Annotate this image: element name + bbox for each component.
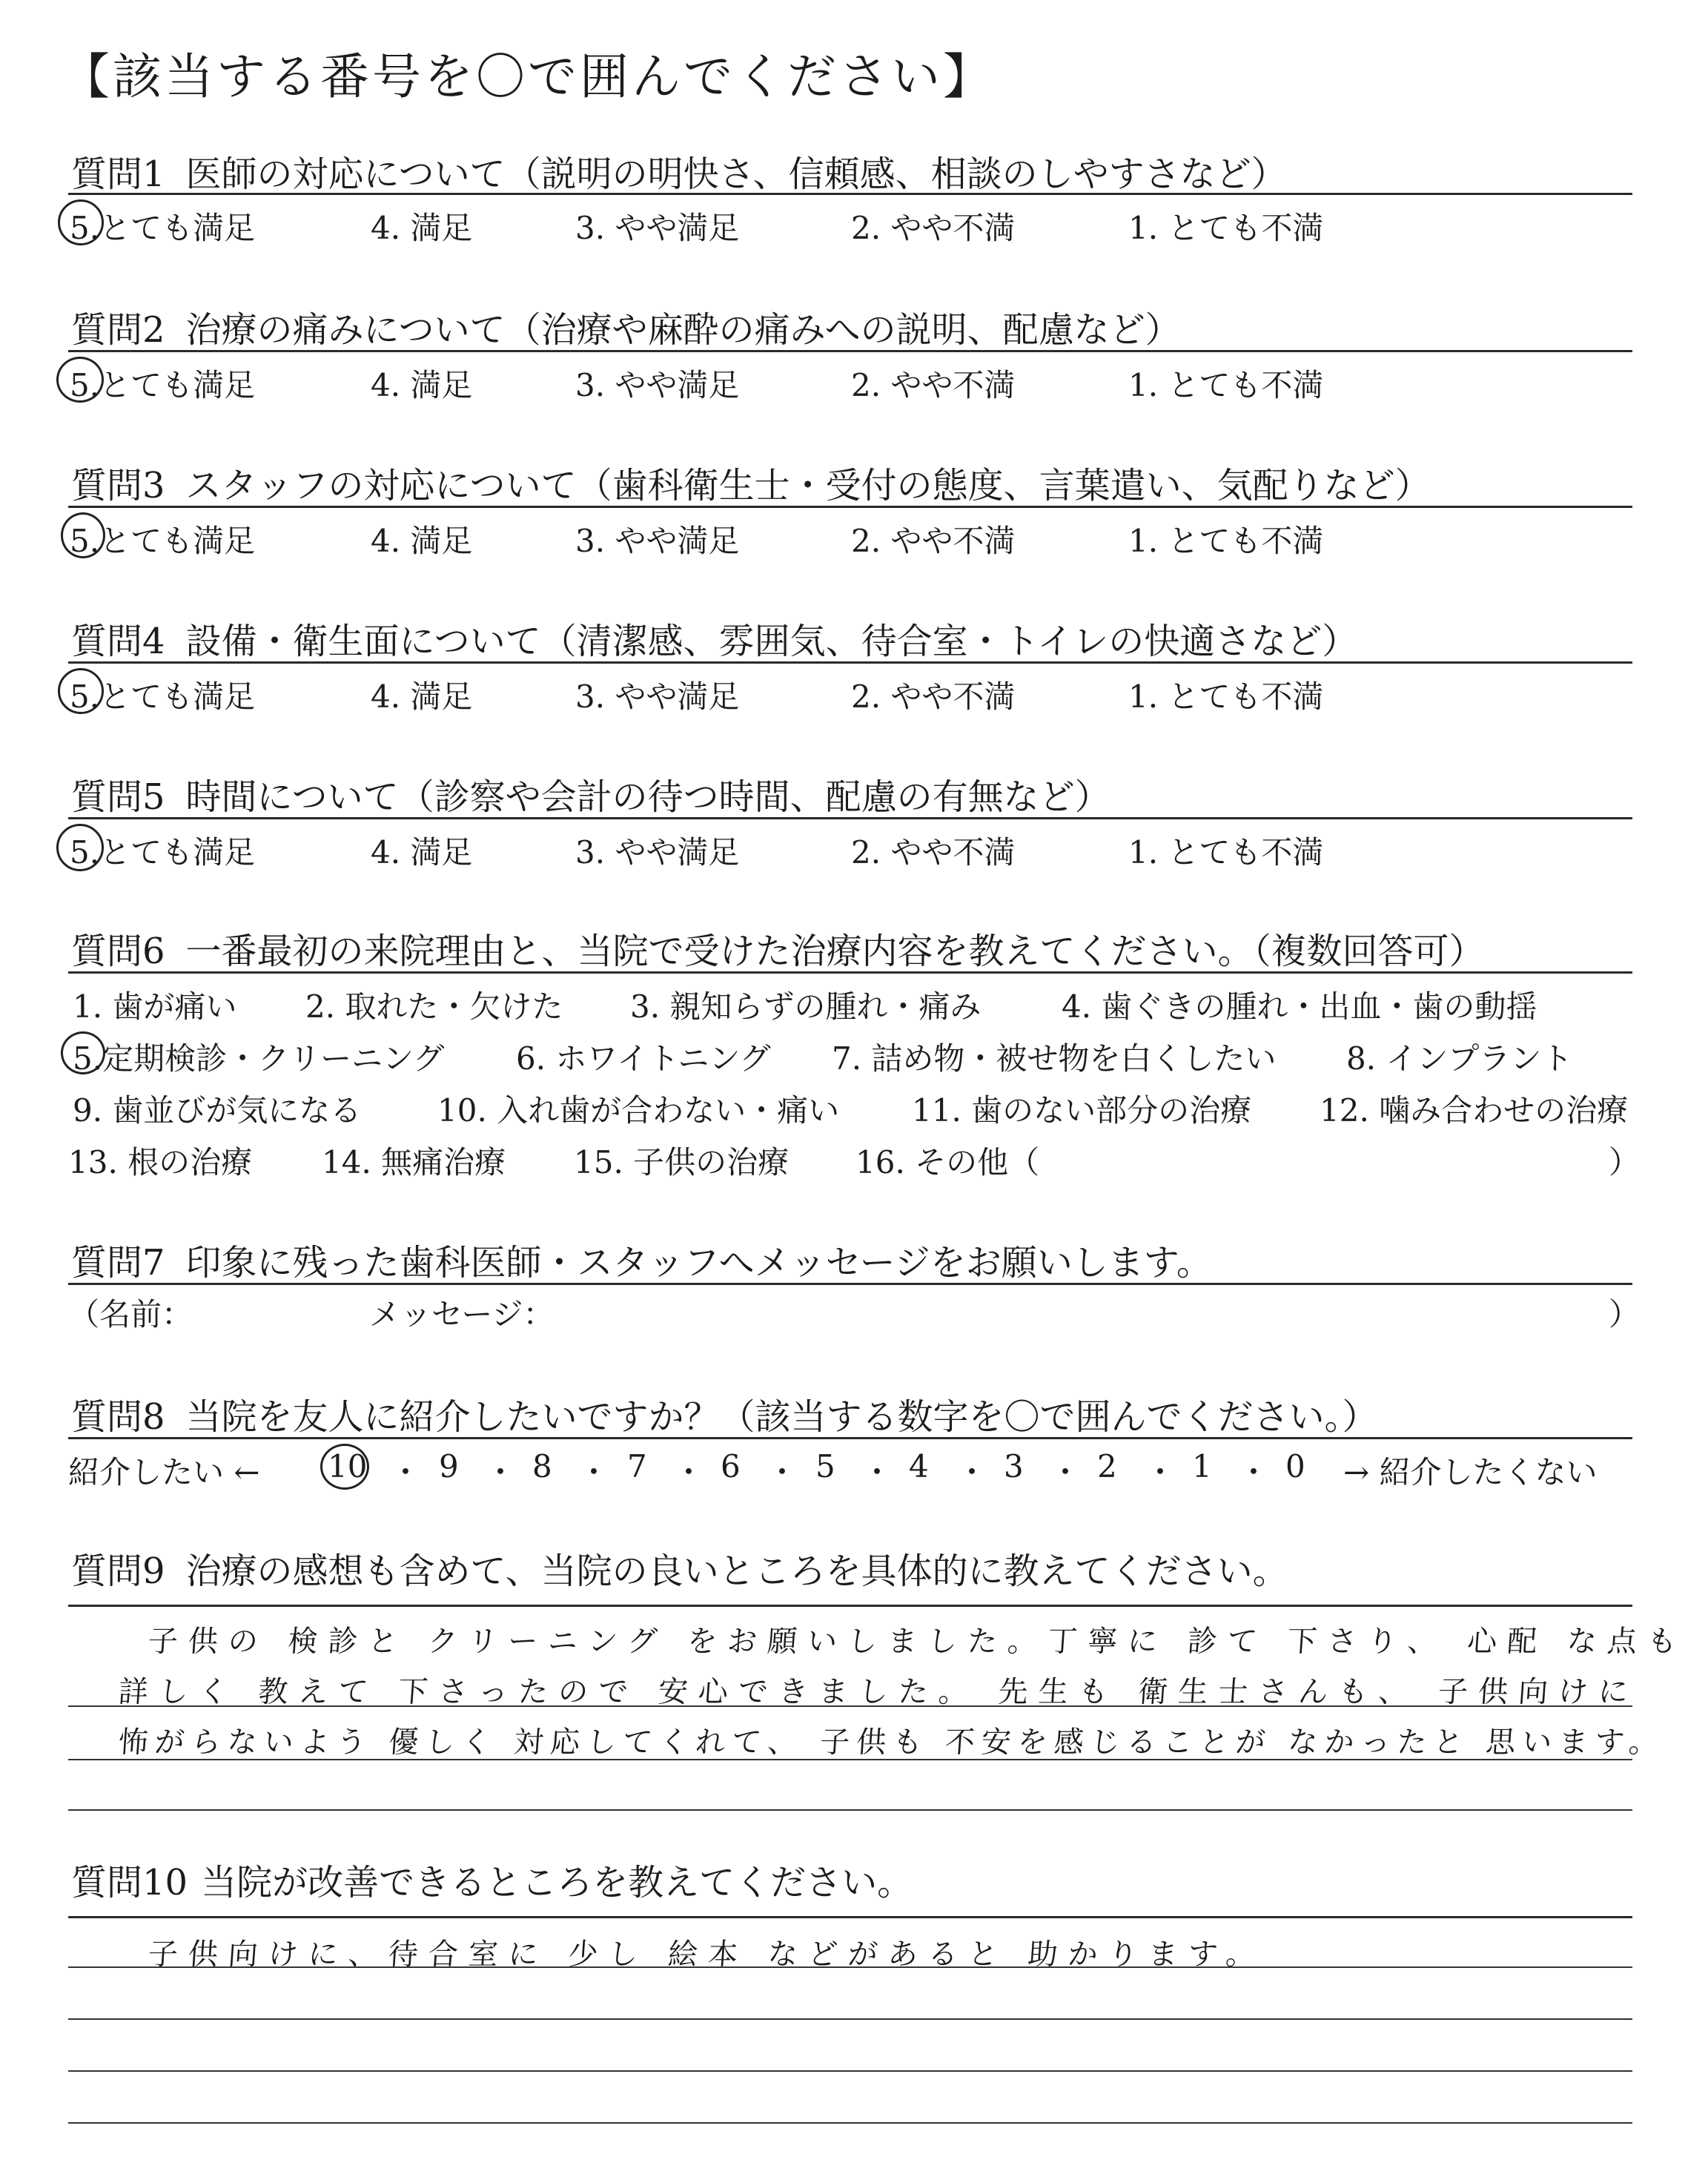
question-number: 質問8: [71, 1396, 165, 1438]
option-5[interactable]: 5.とても満足: [70, 367, 256, 403]
reason-row-1: [0, 982, 1708, 1025]
scale-1[interactable]: 1: [1192, 1448, 1212, 1484]
message-label: メッセージ：: [369, 1296, 555, 1332]
option-2[interactable]: 2. やや不満: [851, 367, 1016, 403]
question-text: 当院を友人に紹介したいですか？（該当する数字を〇で囲んでください。）: [185, 1396, 1378, 1438]
scale-separator: ・: [578, 1454, 610, 1490]
reason-12[interactable]: 12. 噛み合わせの治療: [1320, 1092, 1629, 1129]
divider: [68, 1283, 1632, 1285]
reason-8[interactable]: 8. インプラント: [1346, 1040, 1573, 1077]
reason-row-2: [0, 1034, 1708, 1077]
rating-options: [0, 361, 1708, 403]
question-number: 質問9: [71, 1550, 165, 1592]
reason-row-4: [0, 1138, 1708, 1180]
handwritten-answer-line: 子供の 検診と クリーニング をお願いしました。丁寧に 診て 下さり、 心配 な点も: [147, 1625, 1689, 1659]
question-text: 設備・衛生面について（清潔感、雰囲気、待合室・トイレの快適さなど）: [185, 621, 1358, 662]
close-paren: ）: [1609, 1296, 1641, 1332]
question-text: 印象に残った歯科医師・スタッフへメッセージをお願いします。: [185, 1242, 1212, 1284]
question-number: 質問5: [71, 776, 165, 818]
close-paren: ）: [1609, 1144, 1641, 1180]
option-2[interactable]: 2. やや不満: [851, 834, 1016, 871]
reason-row-3: [0, 1086, 1708, 1129]
reason-10[interactable]: 10. 入れ歯が合わない・痛い: [437, 1092, 840, 1129]
option-1[interactable]: 1. とても不満: [1128, 678, 1324, 715]
scale-9[interactable]: 9: [439, 1448, 459, 1484]
option-5[interactable]: 5.とても満足: [70, 523, 256, 559]
reason-4[interactable]: 4. 歯ぐきの腫れ・出血・歯の動揺: [1062, 988, 1537, 1025]
reason-3[interactable]: 3. 親知らずの腫れ・痛み: [630, 988, 982, 1025]
divider: [68, 817, 1632, 819]
recommend-scale: [0, 1448, 1708, 1490]
option-3[interactable]: 3. やや満足: [575, 367, 740, 403]
question-text: 治療の痛みについて（治療や麻酔の痛みへの説明、配慮など）: [185, 309, 1181, 351]
answer-line: [68, 2122, 1632, 2124]
rating-options: [0, 204, 1708, 246]
scale-separator: ・: [861, 1454, 893, 1490]
divider: [68, 1437, 1632, 1439]
handwritten-answer-line: 子供向けに、待合室に 少し 絵本 などがあると 助かります。: [147, 1938, 1268, 1972]
form-title: 【該当する番号を〇で囲んでください】: [61, 48, 995, 105]
scale-separator: ・: [767, 1454, 798, 1490]
scale-separator: ・: [1238, 1454, 1270, 1490]
reason-11[interactable]: 11. 歯のない部分の治療: [912, 1092, 1252, 1129]
question-number: 質問7: [71, 1242, 165, 1284]
divider: [68, 193, 1632, 195]
option-4[interactable]: 4. 満足: [371, 678, 473, 715]
scale-separator: ・: [956, 1454, 988, 1490]
scale-7[interactable]: 7: [627, 1448, 647, 1484]
option-1[interactable]: 1. とても不満: [1128, 210, 1324, 246]
divider: [68, 506, 1632, 508]
name-label: （名前：: [68, 1296, 193, 1332]
divider: [68, 971, 1632, 974]
option-2[interactable]: 2. やや不満: [851, 678, 1016, 715]
reason-1[interactable]: 1. 歯が痛い: [73, 988, 237, 1025]
message-row: [0, 1290, 1708, 1332]
handwritten-answer-line: 怖がらないよう 優しく 対応してくれて、 子供も 不安を感じることが なかったと 思います。: [117, 1725, 1666, 1760]
answer-line: [68, 1916, 1632, 1918]
question-number: 質問10: [71, 1862, 188, 1903]
option-3[interactable]: 3. やや満足: [575, 210, 740, 246]
answer-line: [68, 2018, 1632, 2020]
option-2[interactable]: 2. やや不満: [851, 523, 1016, 559]
question-text: 医師の対応について（説明の明快さ、信頼感、相談のしやすさなど）: [185, 153, 1287, 195]
option-5[interactable]: 5.とても満足: [70, 210, 256, 246]
reason-9[interactable]: 9. 歯並びが気になる: [73, 1092, 362, 1129]
option-4[interactable]: 4. 満足: [371, 523, 473, 559]
handwritten-answer-line: 詳しく 教えて 下さったので 安心できました。 先生も 衛生士さんも、 子供向けに: [117, 1675, 1640, 1709]
rating-options: [0, 517, 1708, 559]
scale-3[interactable]: 3: [1004, 1448, 1024, 1484]
scale-10[interactable]: 10: [328, 1448, 368, 1484]
reason-5[interactable]: 5.定期検診・クリーニング: [73, 1040, 445, 1077]
option-4[interactable]: 4. 満足: [371, 367, 473, 403]
question-number: 質問2: [71, 309, 165, 351]
scale-5[interactable]: 5: [815, 1448, 835, 1484]
option-3[interactable]: 3. やや満足: [575, 834, 740, 871]
option-3[interactable]: 3. やや満足: [575, 678, 740, 715]
scale-8[interactable]: 8: [532, 1448, 552, 1484]
divider: [68, 661, 1632, 664]
reason-13[interactable]: 13. 根の治療: [68, 1144, 253, 1180]
reason-7[interactable]: 7. 詰め物・被せ物を白くしたい: [832, 1040, 1277, 1077]
option-4[interactable]: 4. 満足: [371, 834, 473, 871]
scale-left-label: 紹介したい ←: [68, 1454, 260, 1490]
scale-separator: ・: [673, 1454, 705, 1490]
option-1[interactable]: 1. とても不満: [1128, 834, 1324, 871]
rating-options: [0, 828, 1708, 871]
option-2[interactable]: 2. やや不満: [851, 210, 1016, 246]
rating-options: [0, 673, 1708, 715]
option-5[interactable]: 5.とても満足: [70, 678, 256, 715]
option-3[interactable]: 3. やや満足: [575, 523, 740, 559]
option-5[interactable]: 5.とても満足: [70, 834, 256, 871]
option-4[interactable]: 4. 満足: [371, 210, 473, 246]
reason-2[interactable]: 2. 取れた・欠けた: [305, 988, 563, 1025]
scale-2[interactable]: 2: [1097, 1448, 1117, 1484]
scale-separator: ・: [1145, 1454, 1176, 1490]
scale-separator: ・: [1050, 1454, 1082, 1490]
question-text: 時間について（診察や会計の待つ時間、配慮の有無など）: [185, 776, 1110, 818]
scale-separator: ・: [390, 1454, 422, 1490]
scale-0[interactable]: 0: [1285, 1448, 1305, 1484]
question-text: スタッフの対応について（歯科衛生士・受付の態度、言葉遣い、気配りなど）: [185, 465, 1431, 506]
question-number: 質問6: [71, 931, 165, 972]
scale-6[interactable]: 6: [721, 1448, 741, 1484]
answer-line: [68, 1605, 1632, 1607]
answer-line: [68, 1809, 1632, 1811]
scale-4[interactable]: 4: [909, 1448, 929, 1484]
reason-16[interactable]: 16. その他（: [855, 1144, 1040, 1180]
option-1[interactable]: 1. とても不満: [1128, 523, 1324, 559]
scale-right-label: → 紹介したくない: [1343, 1454, 1598, 1490]
answer-line: [68, 2070, 1632, 2072]
question-number: 質問4: [71, 621, 165, 662]
question-text: 治療の感想も含めて、当院の良いところを具体的に教えてください。: [185, 1550, 1288, 1592]
scale-separator: ・: [485, 1454, 517, 1490]
question-number: 質問3: [71, 465, 165, 506]
option-1[interactable]: 1. とても不満: [1128, 367, 1324, 403]
reason-6[interactable]: 6. ホワイトニング: [516, 1040, 771, 1077]
reason-15[interactable]: 15. 子供の治療: [574, 1144, 790, 1180]
question-text: 当院が改善できるところを教えてください。: [201, 1862, 913, 1903]
reason-14[interactable]: 14. 無痛治療: [322, 1144, 506, 1180]
question-number: 質問1: [71, 153, 165, 195]
question-text: 一番最初の来院理由と、当院で受けた治療内容を教えてください。（複数回答可）: [185, 931, 1485, 972]
divider: [68, 350, 1632, 352]
